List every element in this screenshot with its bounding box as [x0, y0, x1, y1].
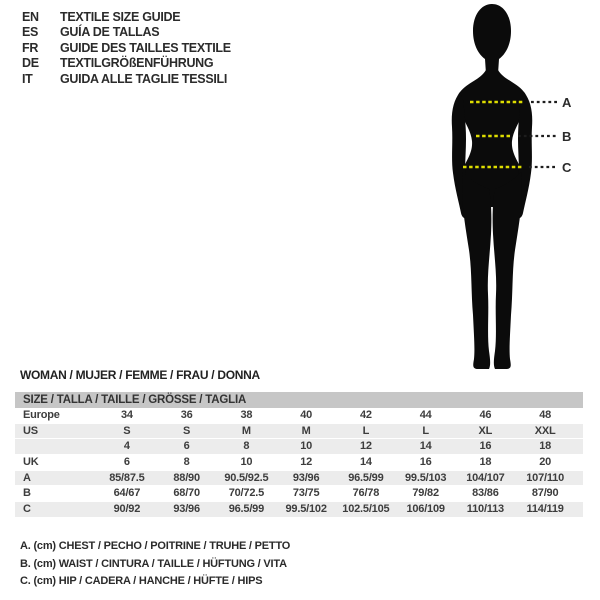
- lang-code: ES: [22, 25, 39, 40]
- size-table: [15, 392, 583, 518]
- table-cell: 40: [300, 409, 313, 421]
- table-cell: 8: [183, 456, 190, 469]
- table-cell: 20: [539, 456, 552, 469]
- table-cell: 90/92: [113, 503, 141, 516]
- table-cell: 18: [479, 456, 492, 469]
- table-cell: 36: [180, 409, 193, 421]
- size-table-header: SIZE / TALLA / TAILLE / GRÖSSE / TAGLIA: [15, 392, 583, 408]
- lang-title: GUIDA ALLE TAGLIE TESSILI: [60, 71, 228, 86]
- table-cell: 38: [240, 409, 253, 421]
- table-cell: 6: [123, 456, 130, 469]
- measure-label-b: B: [562, 129, 572, 144]
- table-cell: 34: [120, 409, 133, 421]
- table-cell: 106/109: [406, 503, 445, 516]
- legend-waist: B. (cm) WAIST / CINTURA / TAILLE / HÜFTUNG / VITA: [20, 557, 287, 570]
- table-cell: 93/96: [173, 503, 200, 516]
- table-cell: 16: [419, 456, 432, 469]
- table-cell: 14: [419, 440, 432, 453]
- table-cell: S: [183, 424, 191, 437]
- row-label: [15, 439, 97, 454]
- table-cell: 73/75: [292, 487, 320, 500]
- lang-title: GUIDE DES TAILLES TEXTILE: [60, 40, 231, 55]
- table-cell: 87/90: [531, 487, 559, 500]
- lang-title: TEXTILE SIZE GUIDE: [60, 9, 181, 24]
- table-cell: L: [362, 424, 370, 437]
- table-cell: 83/86: [472, 487, 499, 500]
- table-cell: XXL: [534, 424, 556, 437]
- row-label: A: [23, 471, 31, 484]
- row-label: US: [23, 424, 38, 437]
- table-cell: 10: [240, 456, 253, 469]
- lang-code: IT: [22, 71, 33, 86]
- table-row: [15, 408, 583, 424]
- table-cell: XL: [478, 424, 493, 437]
- table-cell: 96.5/99: [348, 471, 384, 484]
- legend-chest: A. (cm) CHEST / PECHO / POITRINE / TRUHE / PETTO: [20, 540, 291, 552]
- table-cell: L: [422, 424, 429, 437]
- lang-row-de: [22, 56, 231, 72]
- lang-code: FR: [22, 40, 39, 55]
- table-row: [15, 439, 583, 455]
- table-cell: 64/67: [113, 487, 141, 500]
- table-cell: 44: [419, 409, 432, 421]
- measure-label-c: C: [562, 160, 572, 175]
- table-cell: 96.5/99: [228, 503, 265, 516]
- table-row: [15, 486, 583, 502]
- table-cell: 90.5/92.5: [224, 471, 269, 484]
- table-cell: 104/107: [466, 471, 505, 484]
- lang-title: TEXTILGRÖßENFÜHRUNG: [60, 56, 214, 71]
- table-row: [15, 424, 583, 440]
- table-cell: 107/110: [526, 471, 564, 484]
- table-cell: 14: [359, 456, 372, 469]
- size-table-body: [15, 408, 583, 518]
- table-cell: 68/70: [173, 487, 200, 500]
- table-row: [15, 471, 583, 487]
- table-cell: M: [241, 424, 251, 437]
- row-label: Europe: [23, 409, 60, 421]
- table-cell: 18: [539, 440, 552, 453]
- table-cell: 8: [243, 440, 250, 453]
- table-cell: M: [301, 424, 311, 437]
- row-label: UK: [23, 456, 39, 469]
- measure-label-a: A: [562, 95, 572, 110]
- table-cell: 88/90: [173, 471, 200, 484]
- table-cell: 70/72.5: [228, 487, 265, 500]
- woman-silhouette: [400, 0, 600, 380]
- lang-title: GUÍA DE TALLAS: [60, 25, 160, 40]
- table-cell: 110/113: [466, 503, 504, 516]
- lang-row-en: [22, 9, 231, 25]
- measurement-legend: [20, 540, 290, 593]
- row-label: C: [23, 503, 31, 516]
- table-cell: 93/96: [292, 471, 320, 484]
- table-row: [15, 455, 583, 471]
- lang-row-fr: [22, 40, 231, 56]
- table-cell: 12: [300, 456, 313, 469]
- table-cell: 79/82: [412, 487, 439, 500]
- table-cell: 99.5/103: [405, 471, 447, 484]
- table-cell: 42: [359, 409, 372, 421]
- table-cell: 102.5/105: [342, 503, 390, 516]
- legend-hip: C. (cm) HIP / CADERA / HANCHE / HÜFTE / HIPS: [20, 575, 263, 587]
- table-cell: 10: [300, 440, 313, 453]
- table-cell: 4: [123, 440, 130, 453]
- table-cell: 99.5/102: [285, 503, 327, 516]
- table-row: [15, 502, 583, 518]
- table-cell: 6: [183, 440, 190, 453]
- table-cell: 85/87.5: [109, 471, 145, 484]
- row-label: B: [23, 487, 31, 500]
- table-cell: 48: [539, 409, 552, 421]
- language-list: [22, 9, 231, 87]
- table-cell: S: [123, 424, 131, 437]
- lang-row-it: [22, 71, 231, 87]
- lang-code: EN: [22, 9, 39, 24]
- table-cell: 16: [479, 440, 492, 453]
- table-cell: 12: [359, 440, 372, 453]
- lang-row-es: [22, 25, 231, 41]
- lang-code: DE: [22, 56, 39, 71]
- table-cell: 76/78: [352, 487, 380, 500]
- table-cell: 114/119: [526, 503, 564, 516]
- section-title: WOMAN / MUJER / FEMME / FRAU / DONNA: [20, 368, 260, 382]
- table-cell: 46: [479, 409, 492, 421]
- silhouette-body: [452, 4, 532, 369]
